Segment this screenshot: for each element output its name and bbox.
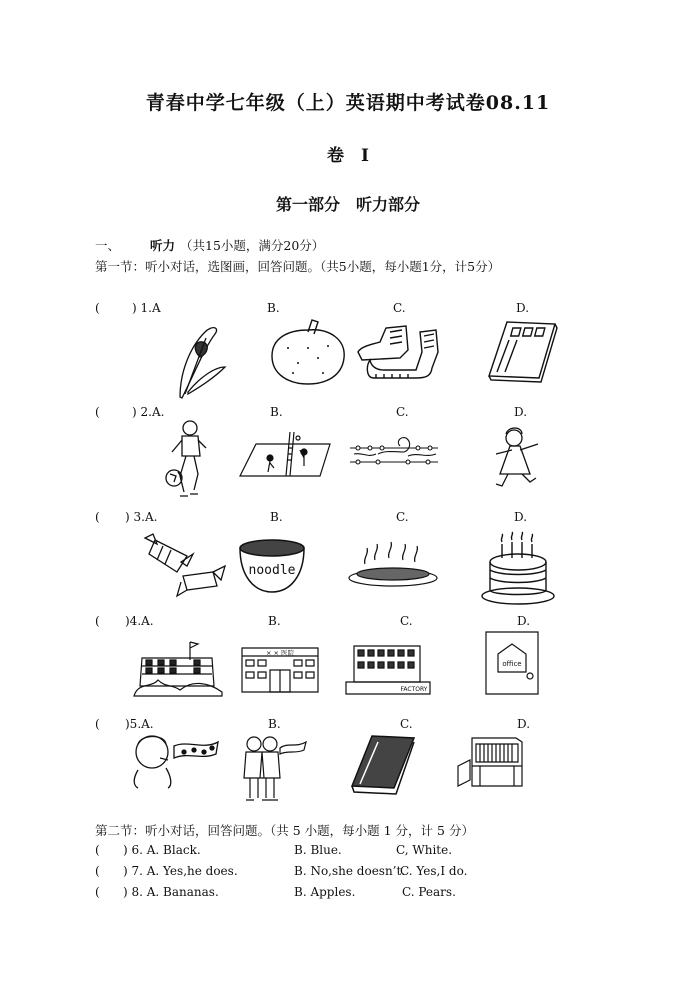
option-b-label: B. [270,405,283,419]
office-icon [484,630,540,696]
option-c-label: C. [400,614,413,628]
office-sign: office [502,660,522,668]
noodle-label: noodle [248,563,296,578]
subsection-2-heading: 第二节：听小对话，回答问题。（共 5 小题，每小题 1 分，计 5 分） [95,823,474,838]
answer-paren: ( [95,510,100,524]
factory-icon [342,638,434,696]
option-c: C, White. [396,843,453,857]
hospital-icon [240,646,320,694]
swimming-icon [348,432,440,472]
page-title: 青春中学七年级（上）英语期中考试卷08.11 [145,92,551,114]
answer-paren: ( [95,864,100,878]
question-8: ) 8. A. Bananas. [123,885,219,899]
answer-paren: ( [95,614,100,628]
question-number: ) 1.A [132,301,161,315]
singing-boy-icon [128,730,220,788]
answer-paren: ( [95,405,100,419]
section-info: （共15小题，满分20分） [180,238,325,253]
option-b: B. Apples. [294,885,356,899]
question-7: ) 7. A. Yes,he does. [123,864,238,878]
boots-icon [356,322,442,382]
question-number: )4.A. [125,614,154,628]
option-b-label: B. [268,614,281,628]
volume-label: 卷 I [327,146,369,166]
food-plate-icon [345,540,441,588]
section-number: 一、 [95,238,121,253]
cake-icon [480,534,556,606]
option-b-label: B. [268,717,281,731]
option-c-label: C. [400,717,413,731]
option-c: C. Pears. [402,885,456,899]
answer-paren: ( [95,885,100,899]
answer-paren: ( [95,717,100,731]
question-number: )5.A. [125,717,154,731]
answer-paren: ( [95,301,100,315]
question-number: ) 3.A. [125,510,158,524]
dancing-icon [492,424,544,490]
option-d-label: D. [517,614,531,628]
option-b-label: B. [270,510,283,524]
subsection-1-heading: 第一节：听小对话，选图画，回答问题。（共5小题，每小题1分，计5分） [95,259,501,274]
option-b-label: B. [267,301,280,315]
football-icon [162,418,212,500]
option-c-label: C. [396,510,409,524]
hospital-sign: × × 医院 [265,649,295,657]
orange-icon [268,318,348,386]
volleyball-icon [238,430,336,482]
noodle-bowl-icon [236,538,308,594]
school-icon [132,640,224,698]
candy-icon [143,532,227,598]
part-heading: 第一部分 听力部分 [275,195,420,214]
question-6: ) 6. A. Black. [123,843,201,857]
option-d-label: D. [514,405,528,419]
option-c-label: C. [393,301,406,315]
option-c: C. Yes,I do. [400,864,468,878]
singing-girls-icon [240,734,308,806]
book-icon [487,320,559,382]
option-c-label: C. [396,405,409,419]
answer-paren: ( [95,843,100,857]
option-d-label: D. [517,717,531,731]
option-b: B. No,she doesn’t. [294,864,406,878]
section-name: 听力 [150,238,176,253]
piano-icon [456,736,526,794]
leaf-icon [170,322,230,402]
book-icon [350,734,416,794]
option-d-label: D. [516,301,530,315]
option-b: B. Blue. [294,843,342,857]
question-number: ) 2.A. [132,405,165,419]
factory-sign: FACTORY [400,686,428,693]
option-d-label: D. [514,510,528,524]
